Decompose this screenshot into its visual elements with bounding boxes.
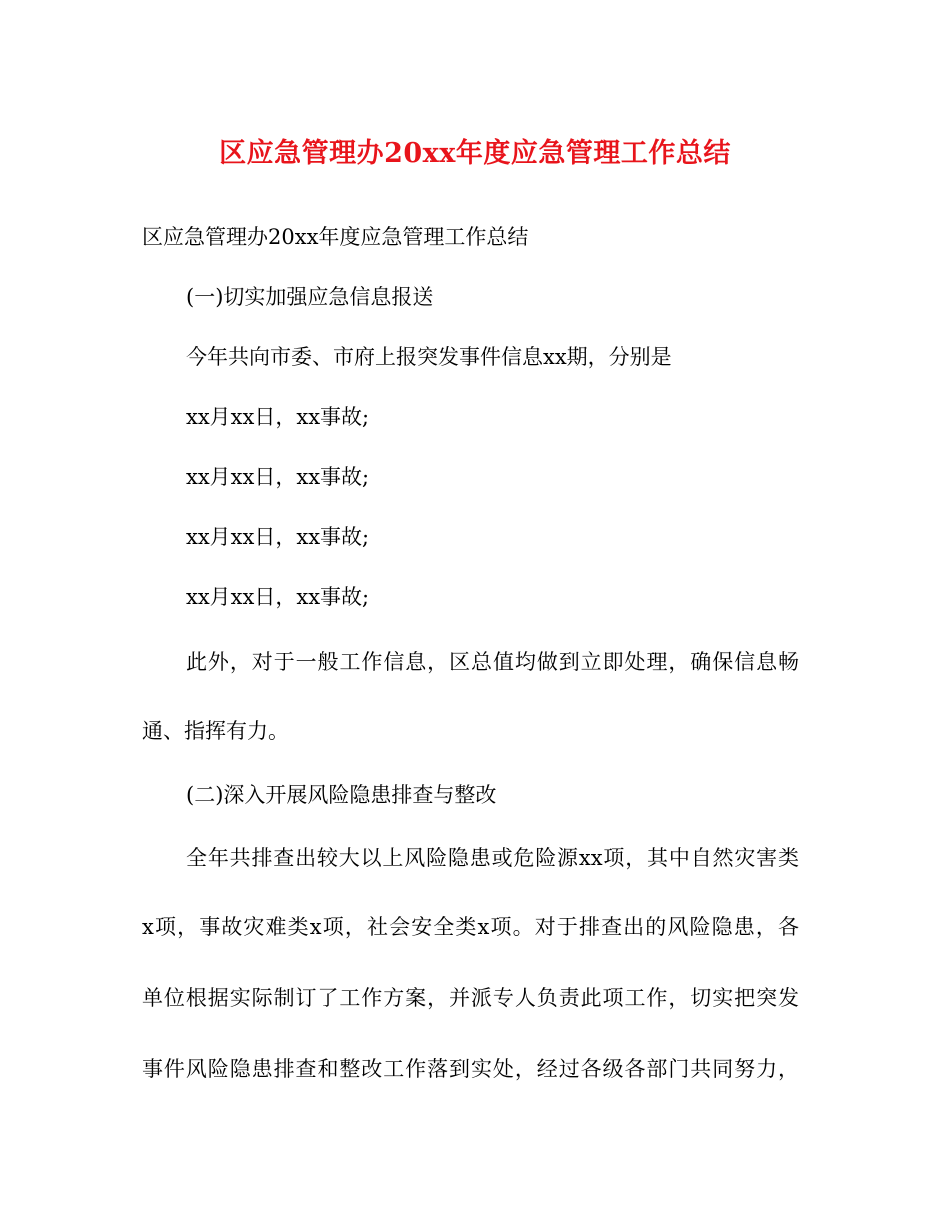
- list-item: xx月xx日，xx事故;: [186, 525, 370, 549]
- paragraph-line: x项，事故灾难类x项，社会安全类x项。对于排查出的风险隐患，各: [142, 915, 799, 939]
- paragraph-line: 事件风险隐患排查和整改工作落到实处，经过各级各部门共同努力，: [142, 1057, 799, 1081]
- section-heading-1: (一)切实加强应急信息报送: [186, 285, 434, 309]
- list-item: xx月xx日，xx事故;: [186, 585, 370, 609]
- list-item: xx月xx日，xx事故;: [186, 465, 370, 489]
- paragraph-line: 此外，对于一般工作信息，区总值均做到立即处理，确保信息畅: [186, 650, 799, 674]
- list-item: xx月xx日，xx事故;: [186, 405, 370, 429]
- subtitle-line: 区应急管理办20xx年度应急管理工作总结: [142, 225, 529, 249]
- paragraph-line: 通、指挥有力。: [142, 719, 289, 743]
- paragraph-line: 单位根据实际制订了工作方案，并派专人负责此项工作，切实把突发: [142, 986, 799, 1010]
- section-heading-2: (二)深入开展风险隐患排查与整改: [186, 783, 497, 807]
- document-title: 区应急管理办20xx年度应急管理工作总结: [219, 138, 731, 169]
- paragraph-line: 今年共向市委、市府上报突发事件信息xx期，分别是: [186, 345, 672, 369]
- paragraph-line: 全年共排查出较大以上风险隐患或危险源xx项，其中自然灾害类: [186, 846, 799, 870]
